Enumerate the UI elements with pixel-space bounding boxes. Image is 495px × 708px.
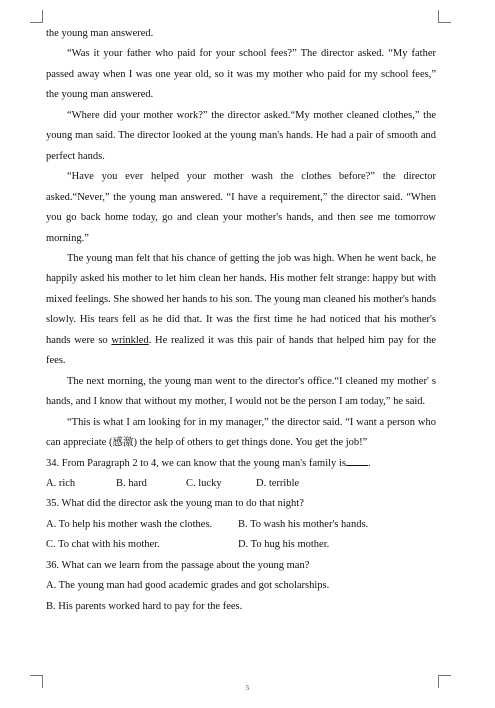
paragraph-5-after: . He realized it was this pair of hands that helped him pay for the fees. [46,334,437,367]
question-35: 35. What did the director ask the young man to do that night? [46,498,304,510]
paragraph-5-before: The young man felt that his chance of getting the job was high. When he went back, he happily asked his mother to let him clean her hands. His mother felt strange: happy but with mixed feelings. She showed her hands to his son. The young man cleaned his mother's hands slowly. His tears fell as he did that. It was the first time he had noticed that his mother's hands were so [46,252,436,346]
paragraph-7: “This is what I am looking for in my manager,” the director said. “I want a person who can appreciate (感激) the help of others to get things done. You get the job!” [46,416,436,449]
option-34-d: D. terrible [256,477,300,489]
option-36-b: B. His parents worked hard to pay for the fees. [46,600,243,612]
paragraph-2: “Was it your father who paid for your school fees?” The director asked. “My father passed away when I was one year old, so it was my mother who paid for my school fees,” the young man answered. [46,48,436,101]
paragraph-3: “Where did your mother work?” the director asked.“My mother cleaned clothes,” the young man said. The director looked at the young man's hands. He had a pair of smooth and perfect hands. [46,109,436,162]
option-34-a: A. rich [46,477,76,489]
question-35-options-row-1 [46,515,436,535]
option-36-a: A. The young man had good academic grades and got scholarships. [46,580,330,592]
page-number: 5 [245,684,250,692]
passage-body [46,24,436,617]
crop-mark-top-left [30,10,43,23]
paragraph-1: the young man answered. [46,28,154,39]
option-35-d: D. To hug his mother. [238,539,330,551]
underlined-word: wrinkled [111,334,149,346]
paragraph-5 [46,249,436,372]
answer-blank[interactable] [346,455,368,466]
question-34-options [46,474,436,494]
question-36: 36. What can we learn from the passage about the young man? [46,559,310,571]
question-35-options-row-2 [46,535,436,555]
option-35-a: A. To help his mother wash the clothes. [46,518,213,530]
paragraph-4: “Have you ever helped your mother wash the clothes before?” the director asked.“Never,” the young man answered. “I have a requirement,” the director said. “When you go back home today, go and clean your mother's hands, and then see me tomorrow morning.” [46,171,436,244]
option-34-c: C. lucky [186,477,222,489]
question-34 [46,454,436,474]
question-34-end: . [367,457,371,469]
crop-mark-top-right [438,10,451,23]
paragraph-6: The next morning, the young man went to the director's office.“I cleaned my mother' s hands, and I know that without my mother, I would not be the person I am today,” he said. [46,375,436,408]
question-34-text: 34. From Paragraph 2 to 4, we can know that the young man's family is [46,457,346,469]
option-34-b: B. hard [116,477,147,489]
option-35-c: C. To chat with his mother. [46,539,160,551]
option-35-b: B. To wash his mother's hands. [238,518,369,530]
